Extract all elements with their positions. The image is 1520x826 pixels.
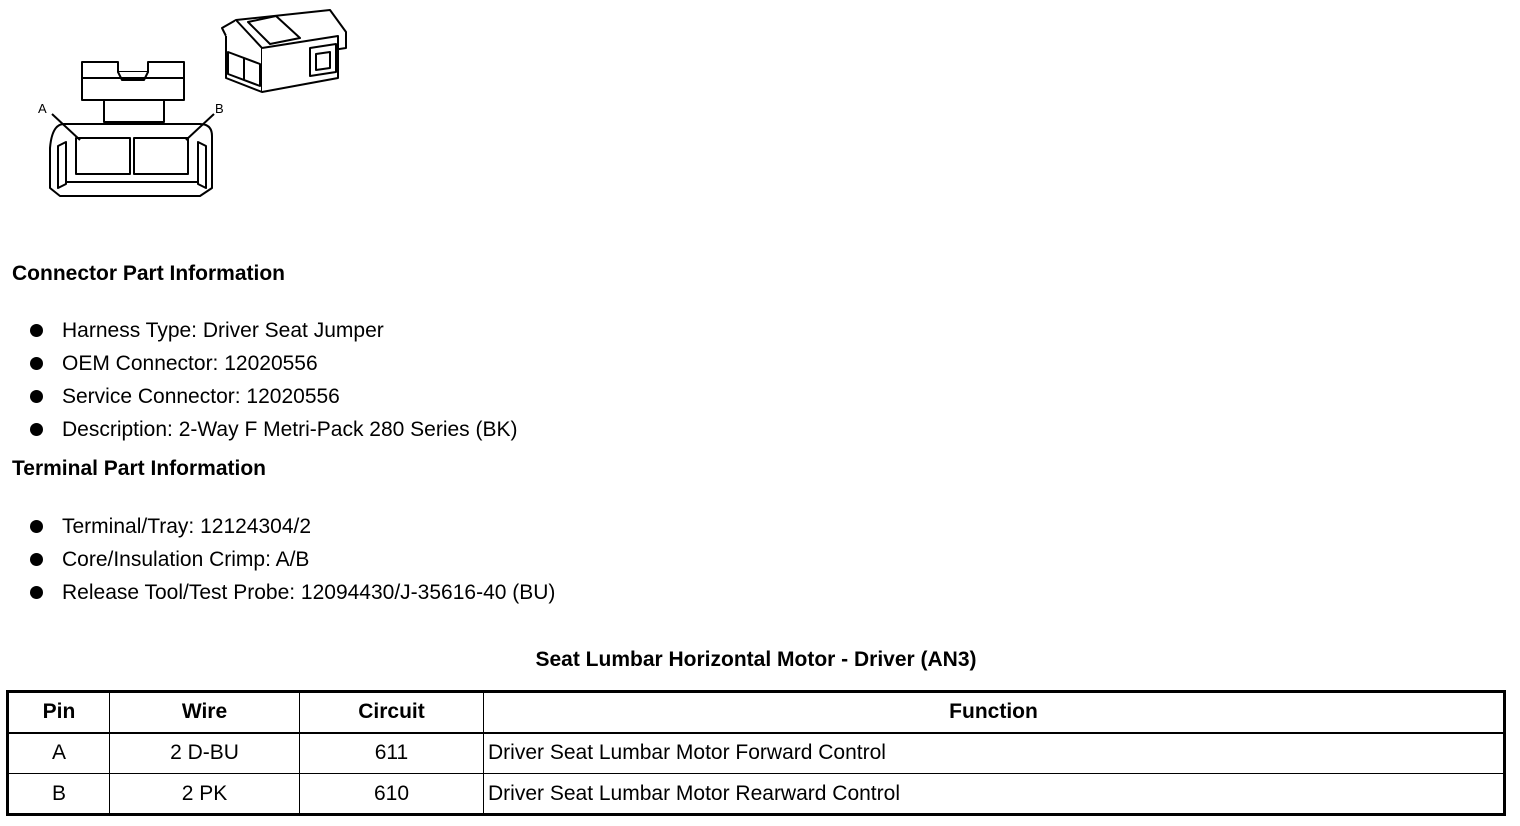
- wire-cell: 2 PK: [110, 774, 300, 815]
- pin-table-title: Seat Lumbar Horizontal Motor - Driver (AN3): [535, 648, 977, 671]
- column-header-pin: Pin: [8, 692, 110, 733]
- bullet-icon: [30, 586, 43, 599]
- pin-a-label: A: [38, 101, 47, 116]
- table-row: [8, 733, 1505, 774]
- bullet-icon: [30, 324, 43, 337]
- pin-cell: B: [8, 774, 110, 815]
- function-cell: Driver Seat Lumbar Motor Forward Control: [484, 733, 1505, 774]
- terminal-info-heading: Terminal Part Information: [12, 457, 266, 480]
- bullet-icon: [30, 390, 43, 403]
- column-header-circuit: Circuit: [300, 692, 484, 733]
- wire-cell: 2 D-BU: [110, 733, 300, 774]
- function-cell: Driver Seat Lumbar Motor Rearward Control: [484, 774, 1505, 815]
- circuit-cell: 611: [300, 733, 484, 774]
- column-header-wire: Wire: [110, 692, 300, 733]
- bullet-icon: [30, 423, 43, 436]
- bullet-icon: [30, 520, 43, 533]
- pin-table: [6, 690, 1506, 816]
- bullet-icon: [30, 553, 43, 566]
- pin-b-label: B: [215, 101, 224, 116]
- column-header-function: Function: [484, 692, 1505, 733]
- circuit-cell: 610: [300, 774, 484, 815]
- bullet-icon: [30, 357, 43, 370]
- table-row: [8, 774, 1505, 815]
- connector-info-heading: Connector Part Information: [12, 262, 286, 285]
- table-header-row: [8, 692, 1505, 733]
- pin-cell: A: [8, 733, 110, 774]
- connector-diagram: [0, 0, 380, 220]
